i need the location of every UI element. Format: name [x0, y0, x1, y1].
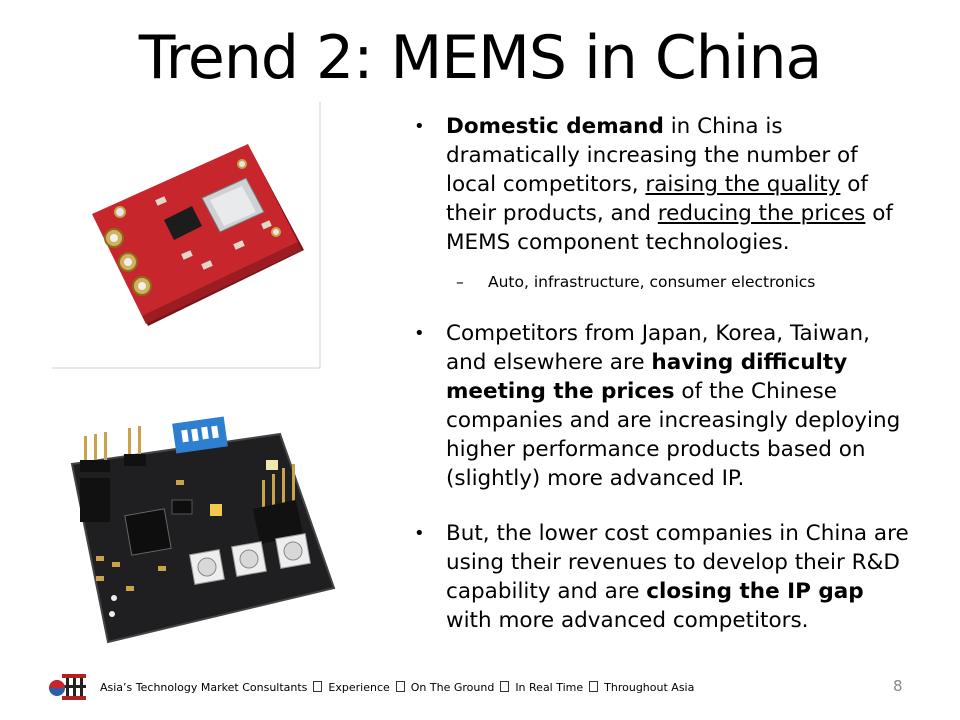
bullet-competitors	[410, 319, 910, 493]
company-logo	[48, 672, 90, 702]
black-controller-board-graphic	[66, 416, 338, 650]
bullet-text: But, the lower cost companies in China are using their revenues to develop their R&D capability and are closing the IP gap with more advanced competitors.	[446, 521, 909, 633]
sub-bullet-sectors	[410, 271, 910, 293]
red-mems-board-image	[52, 102, 322, 370]
footer-tagline: Asia’s Technology Market Consultants Experience On The Ground In Real Time Throughout Asia	[100, 681, 695, 694]
bullet-dot: •	[414, 323, 425, 344]
separator-box-icon	[589, 681, 598, 692]
slide-title: Trend 2: MEMS in China	[138, 23, 822, 93]
sub-bullet-text: Auto, infrastructure, consumer electronics	[488, 273, 816, 291]
separator-box-icon	[313, 681, 322, 692]
slide-content	[410, 112, 910, 635]
red-mems-board-graphic	[52, 102, 322, 370]
separator-box-icon	[500, 681, 509, 692]
black-controller-board-image	[66, 416, 338, 650]
bullet-closing-ip-gap	[410, 519, 910, 635]
bullet-text: Competitors from Japan, Korea, Taiwan, and elsewhere are having difficulty meeting the prices of the Chinese companies and are increasingly deploying higher performance products based on (slightly) more advanced IP.	[446, 321, 901, 491]
slide-footer	[0, 668, 960, 708]
bullet-domestic-demand	[410, 112, 910, 257]
bullet-text: Domestic demand in China is dramatically increasing the number of local competitors, raising the quality of their products, and reducing the prices of MEMS component technologies.	[446, 114, 893, 255]
bullet-dot: •	[414, 116, 425, 137]
bullet-dot: •	[414, 523, 425, 544]
separator-box-icon	[396, 681, 405, 692]
page-number: 8	[893, 677, 903, 695]
sub-bullet-dash: –	[456, 273, 464, 291]
